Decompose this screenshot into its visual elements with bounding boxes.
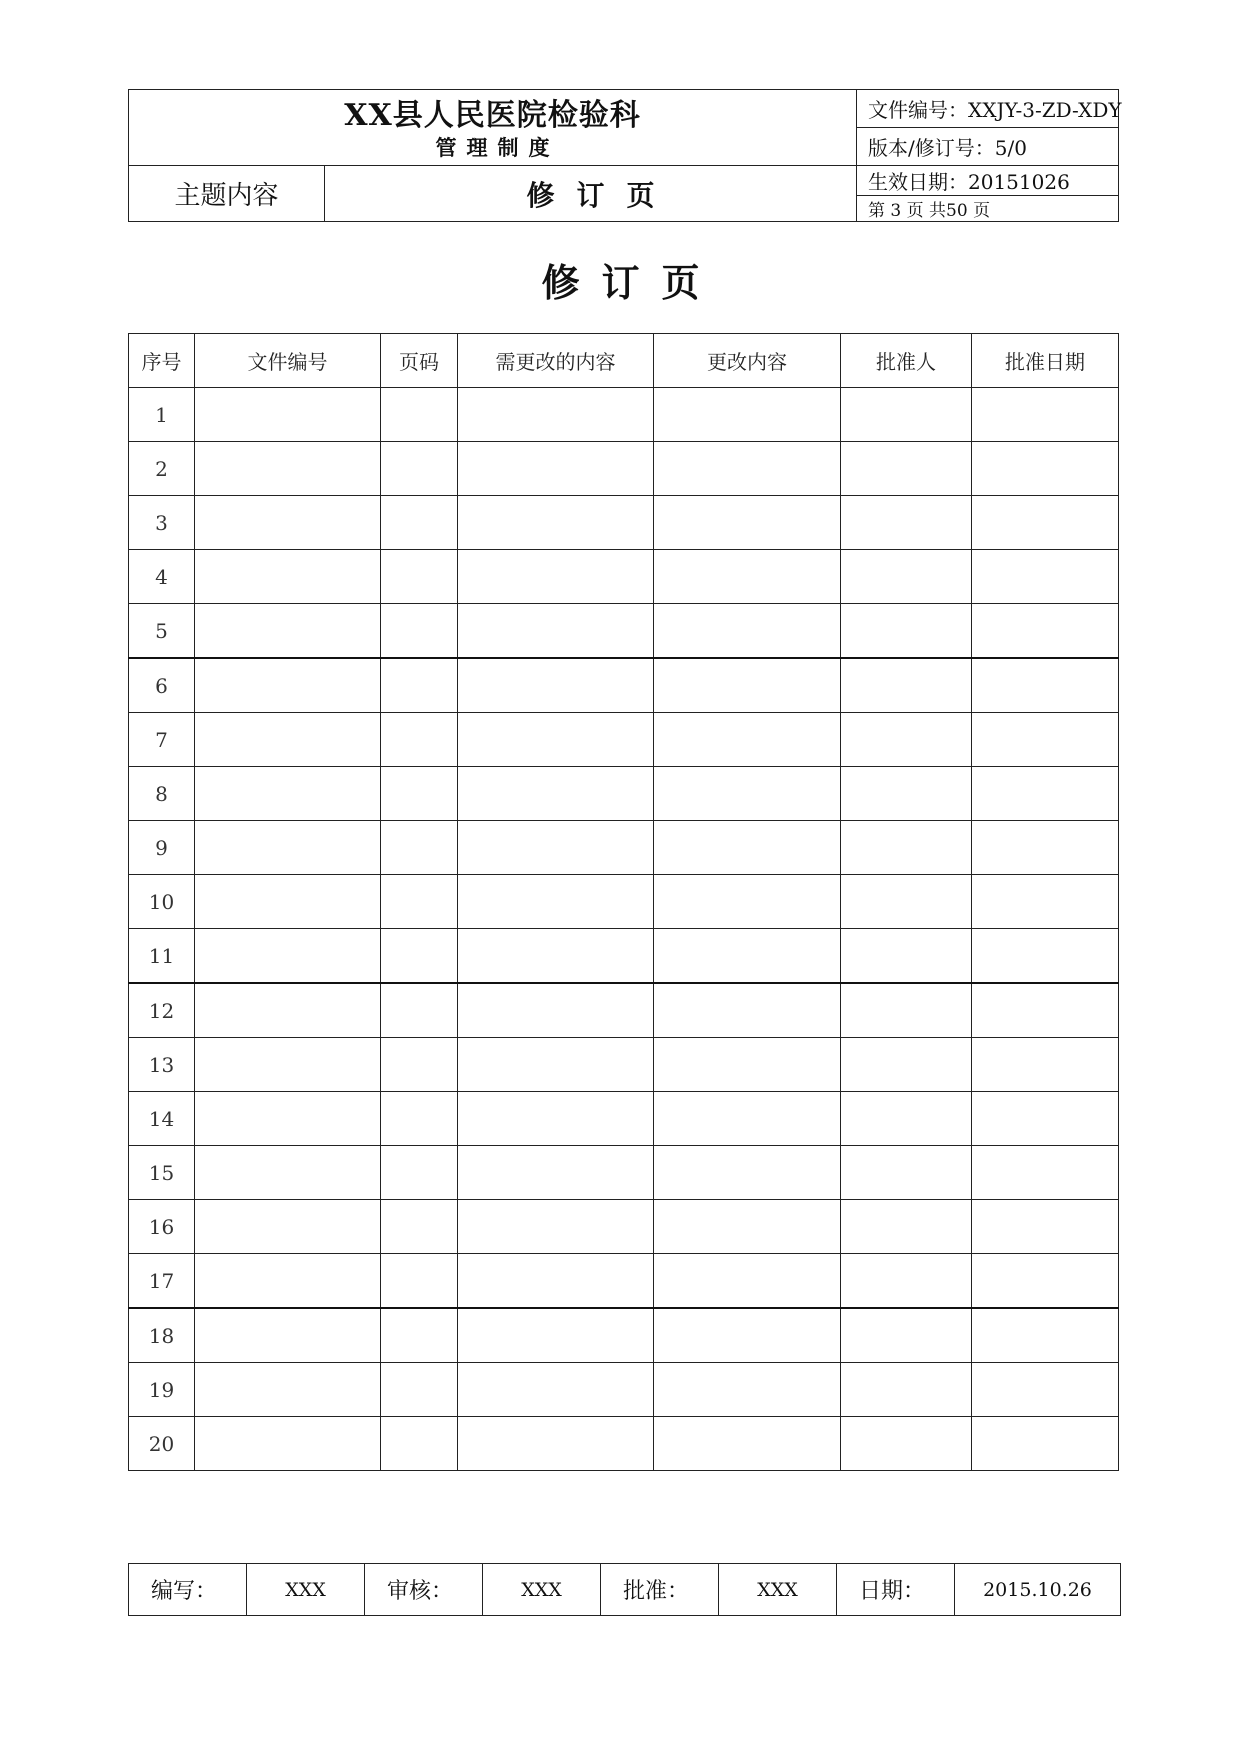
table-cell: [654, 1417, 841, 1471]
row-number: 5: [129, 604, 195, 659]
table-cell: [195, 496, 381, 550]
table-row: [129, 1417, 1119, 1471]
table-cell: [381, 1308, 458, 1363]
table-cell: [381, 1200, 458, 1254]
table-cell: [841, 1254, 972, 1309]
table-cell: [195, 1363, 381, 1417]
table-cell: [654, 821, 841, 875]
org-cell: [129, 90, 857, 166]
table-cell: [458, 767, 654, 821]
table-cell: [195, 821, 381, 875]
org-name: XX县人民医院检验科: [344, 97, 641, 133]
table-cell: [972, 550, 1119, 604]
table-row: [129, 1363, 1119, 1417]
row-number: 7: [129, 713, 195, 767]
table-cell: [841, 442, 972, 496]
table-cell: [654, 1092, 841, 1146]
table-row: [129, 1092, 1119, 1146]
table-row: [129, 983, 1119, 1038]
row-number: 11: [129, 929, 195, 984]
row-number: 9: [129, 821, 195, 875]
table-cell: [654, 604, 841, 659]
table-cell: [381, 1038, 458, 1092]
table-cell: [381, 1363, 458, 1417]
table-cell: [381, 550, 458, 604]
table-cell: [654, 983, 841, 1038]
table-row: [129, 1146, 1119, 1200]
table-cell: [195, 713, 381, 767]
table-cell: [458, 821, 654, 875]
table-cell: [381, 929, 458, 984]
table-cell: [841, 875, 972, 929]
row-number: 8: [129, 767, 195, 821]
table-row: [129, 496, 1119, 550]
table-cell: [972, 1146, 1119, 1200]
table-cell: [654, 1308, 841, 1363]
table-cell: [841, 604, 972, 659]
table-cell: [458, 1308, 654, 1363]
table-cell: [841, 1417, 972, 1471]
table-cell: [972, 604, 1119, 659]
table-cell: [972, 1254, 1119, 1309]
table-cell: [972, 1038, 1119, 1092]
table-cell: [654, 875, 841, 929]
topic-label: 主题内容: [129, 166, 325, 222]
row-number: 3: [129, 496, 195, 550]
table-cell: [195, 1417, 381, 1471]
table-cell: [381, 658, 458, 713]
table-cell: [458, 604, 654, 659]
column-header: 批准人: [841, 334, 972, 388]
table-cell: [458, 1254, 654, 1309]
row-number: 19: [129, 1363, 195, 1417]
table-row: [129, 821, 1119, 875]
signature-footer: [128, 1563, 1121, 1616]
table-cell: [654, 767, 841, 821]
page-title: 修订页: [541, 260, 722, 305]
table-cell: [458, 1038, 654, 1092]
table-cell: [841, 1092, 972, 1146]
table-cell: [381, 875, 458, 929]
table-cell: [841, 1038, 972, 1092]
column-header: 批准日期: [972, 334, 1119, 388]
approver-label: 批准：: [601, 1564, 719, 1616]
row-number: 10: [129, 875, 195, 929]
table-cell: [972, 442, 1119, 496]
row-number: 17: [129, 1254, 195, 1309]
table-cell: [841, 1363, 972, 1417]
table-cell: [654, 1363, 841, 1417]
table-cell: [841, 713, 972, 767]
table-cell: [654, 1146, 841, 1200]
table-cell: [381, 821, 458, 875]
org-subtitle: 管理制度: [435, 134, 560, 160]
row-number: 2: [129, 442, 195, 496]
table-cell: [841, 929, 972, 984]
table-cell: [195, 929, 381, 984]
table-cell: [654, 550, 841, 604]
table-row: [129, 713, 1119, 767]
table-cell: [195, 767, 381, 821]
table-cell: [972, 1200, 1119, 1254]
table-cell: [458, 442, 654, 496]
table-row: [129, 767, 1119, 821]
table-row: [129, 1038, 1119, 1092]
table-cell: [195, 1308, 381, 1363]
table-cell: [458, 388, 654, 442]
author-label: 编写：: [129, 1564, 247, 1616]
table-cell: [972, 713, 1119, 767]
table-cell: [458, 1417, 654, 1471]
table-cell: [972, 929, 1119, 984]
table-cell: [458, 1363, 654, 1417]
table-cell: [654, 929, 841, 984]
topic-value: 修订页: [325, 166, 857, 222]
row-number: 15: [129, 1146, 195, 1200]
revision-table-body: [129, 334, 1119, 1471]
table-cell: [972, 821, 1119, 875]
date-value: 2015.10.26: [955, 1564, 1121, 1616]
table-cell: [458, 550, 654, 604]
table-cell: [841, 496, 972, 550]
table-cell: [972, 1417, 1119, 1471]
reviewer-label: 审核：: [365, 1564, 483, 1616]
table-row: [129, 1254, 1119, 1309]
table-cell: [841, 1146, 972, 1200]
table-cell: [972, 658, 1119, 713]
column-header: 序号: [129, 334, 195, 388]
reviewer-value: XXX: [483, 1564, 601, 1616]
table-cell: [458, 983, 654, 1038]
table-cell: [381, 604, 458, 659]
table-cell: [195, 1146, 381, 1200]
table-cell: [654, 658, 841, 713]
table-row: [129, 1200, 1119, 1254]
table-cell: [841, 767, 972, 821]
table-cell: [195, 875, 381, 929]
row-number: 20: [129, 1417, 195, 1471]
file-number: 文件编号：XXJY-3-ZD-XDY: [857, 90, 1119, 128]
table-cell: [458, 1092, 654, 1146]
table-cell: [841, 550, 972, 604]
table-cell: [381, 1092, 458, 1146]
table-row: [129, 875, 1119, 929]
row-number: 1: [129, 388, 195, 442]
table-cell: [841, 983, 972, 1038]
table-cell: [195, 388, 381, 442]
table-row: [129, 550, 1119, 604]
row-number: 18: [129, 1308, 195, 1363]
table-cell: [195, 1200, 381, 1254]
table-cell: [195, 550, 381, 604]
table-cell: [841, 1200, 972, 1254]
version-number: 版本/修订号：5/0: [857, 128, 1119, 166]
table-cell: [381, 1417, 458, 1471]
date-label: 日期：: [837, 1564, 955, 1616]
table-cell: [458, 1200, 654, 1254]
table-cell: [381, 496, 458, 550]
table-cell: [654, 388, 841, 442]
table-cell: [654, 496, 841, 550]
revision-table: [128, 333, 1119, 1471]
table-cell: [381, 983, 458, 1038]
table-cell: [654, 1038, 841, 1092]
author-value: XXX: [247, 1564, 365, 1616]
table-cell: [458, 713, 654, 767]
table-cell: [972, 1092, 1119, 1146]
table-cell: [972, 983, 1119, 1038]
table-cell: [841, 1308, 972, 1363]
document-header: [128, 89, 1122, 222]
column-header: 更改内容: [654, 334, 841, 388]
page-info: 第 3 页 共50 页: [857, 196, 1119, 222]
table-cell: [841, 821, 972, 875]
column-header: 需更改的内容: [458, 334, 654, 388]
table-cell: [381, 1254, 458, 1309]
table-row: [129, 1308, 1119, 1363]
table-cell: [381, 713, 458, 767]
column-header: 文件编号: [195, 334, 381, 388]
table-row: [129, 388, 1119, 442]
table-cell: [458, 1146, 654, 1200]
table-cell: [195, 658, 381, 713]
row-number: 16: [129, 1200, 195, 1254]
table-cell: [841, 658, 972, 713]
table-cell: [458, 496, 654, 550]
table-cell: [195, 1092, 381, 1146]
table-cell: [654, 1200, 841, 1254]
table-cell: [972, 875, 1119, 929]
table-row: [129, 658, 1119, 713]
table-cell: [972, 1308, 1119, 1363]
table-cell: [195, 1038, 381, 1092]
table-row: [129, 929, 1119, 984]
table-cell: [458, 658, 654, 713]
table-cell: [654, 1254, 841, 1309]
table-cell: [458, 875, 654, 929]
table-header-row: [129, 334, 1119, 388]
table-cell: [195, 983, 381, 1038]
table-cell: [381, 767, 458, 821]
table-cell: [381, 1146, 458, 1200]
row-number: 12: [129, 983, 195, 1038]
table-cell: [381, 388, 458, 442]
row-number: 4: [129, 550, 195, 604]
table-cell: [972, 767, 1119, 821]
table-cell: [972, 388, 1119, 442]
table-cell: [458, 929, 654, 984]
effective-date: 生效日期：20151026: [857, 166, 1119, 196]
row-number: 14: [129, 1092, 195, 1146]
table-cell: [381, 442, 458, 496]
table-row: [129, 442, 1119, 496]
table-cell: [841, 388, 972, 442]
table-cell: [195, 1254, 381, 1309]
approver-value: XXX: [719, 1564, 837, 1616]
table-cell: [195, 604, 381, 659]
table-cell: [972, 496, 1119, 550]
table-cell: [654, 442, 841, 496]
table-cell: [654, 713, 841, 767]
column-header: 页码: [381, 334, 458, 388]
table-row: [129, 604, 1119, 659]
row-number: 6: [129, 658, 195, 713]
table-cell: [195, 442, 381, 496]
row-number: 13: [129, 1038, 195, 1092]
table-cell: [972, 1363, 1119, 1417]
